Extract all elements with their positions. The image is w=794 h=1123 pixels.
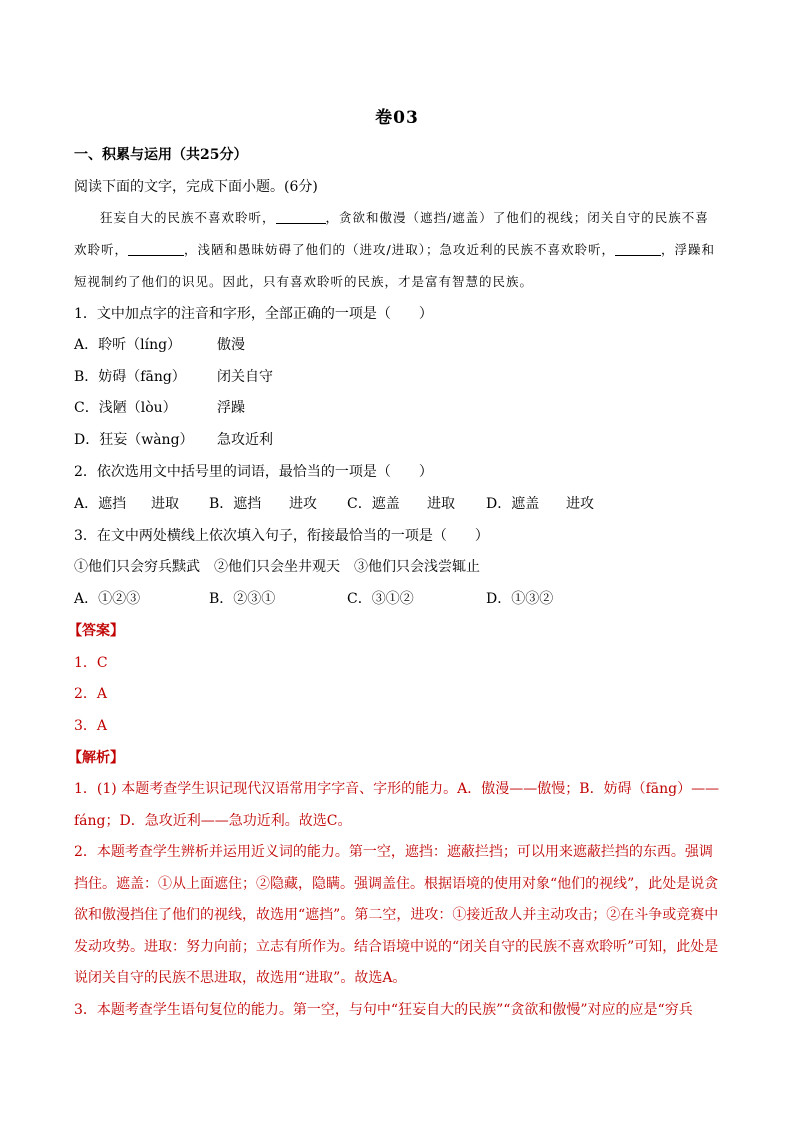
analysis-2: 2．本题考查学生辨析并运用近义词的能力。第一空，遮挡：遮蔽拦挡；可以用来遮蔽拦挡的东西。强调挡住。遮盖：①从上面遮住；②隐藏，隐瞒。强调盖住。根据语境的使用对象“他们的视线”，此处是说贪欲和傲漫挡住了他们的视线，故选用“遮挡”。第二空，进攻：①接近敌人并主动攻击；②在斗争或竞赛中发动攻势。进取：努力向前；立志有所作为。结合语境中说的“闭关自守的民族不喜欢聆听”可知，此处是说闭关自守的民族不思进取，故选用“进取”。故选A。 (74, 844, 719, 986)
reading-passage (74, 202, 722, 298)
answer-header: 【答案】 (68, 623, 124, 639)
answer-2: 2．A (74, 686, 108, 702)
instruction: 阅读下面的文字，完成下面小题。(6分) (74, 179, 318, 195)
analysis-3: 3．本题考查学生语句复位的能力。第一空，与句中“狂妄自大的民族”“贪欲和傲慢”对应的应是“穷兵 (74, 1002, 693, 1018)
q2-option-c: C．遮盖 (347, 496, 400, 512)
q2-option-d-word: 进攻 (566, 496, 594, 512)
section-heading: 一、积累与运用（共25分） (74, 147, 248, 163)
q1-option-d-word: 急攻近利 (217, 432, 273, 448)
q2-option-a-word: 进取 (151, 496, 179, 512)
q1-option-c-word: 浮躁 (217, 400, 245, 416)
q3-option-d: D．①③② (486, 591, 554, 607)
q2-option-c-word: 进取 (427, 496, 455, 512)
page-title: 卷03 (375, 108, 419, 128)
question-3-stem: 3．在文中两处横线上依次填入句子，衔接最恰当的一项是（ ） (74, 528, 489, 544)
question-2-stem: 2．依次选用文中括号里的词语，最恰当的一项是（ ） (74, 464, 433, 480)
analysis-1: 1．(1) 本题考查学生识记现代汉语常用字字音、字形的能力。A．傲漫——傲慢；B．妨碍（fāng）——fáng；D．急攻近利——急功近利。故选C。 (74, 781, 720, 829)
question-1-stem: 1．文中加点字的注音和字形，全部正确的一项是（ ） (74, 306, 433, 322)
fill-blank-2 (128, 241, 184, 256)
q1-option-a-word: 傲漫 (217, 337, 245, 353)
fill-blank-1 (276, 209, 326, 224)
passage-part-3: ，浅陋和愚昧妨碍了他们的（进攻/进取）；急攻近利的民族不喜欢聆听， (184, 242, 615, 257)
answer-1: 1．C (74, 655, 108, 671)
q1-option-c: C．浅陋（lòu） (74, 400, 177, 416)
passage-part-2: ，贪欲和傲漫（遮挡/遮盖）了他们的视线；闭关自守的民族不喜欢聆听， (74, 210, 709, 257)
q3-option-b: B．②③① (209, 591, 276, 607)
analysis-header: 【解析】 (68, 750, 124, 766)
answer-3: 3．A (74, 718, 108, 734)
passage-part-4: ，浮躁和短视制约了他们的识见。因此，只有喜欢聆听的民族，才是富有智慧的民族。 (74, 242, 715, 289)
q2-option-d: D．遮盖 (486, 496, 540, 512)
q1-option-a: A．聆听（líng） (74, 337, 182, 353)
q3-sentences: ①他们只会穷兵黩武 ②他们只会坐井观天 ③他们只会浅尝辄止 (74, 559, 480, 575)
q2-option-b: B．遮挡 (209, 496, 262, 512)
q3-option-c: C．③①② (347, 591, 414, 607)
q1-option-b-word: 闭关自守 (217, 369, 273, 385)
q3-option-a: A．①②③ (74, 591, 141, 607)
q1-option-d: D．狂妄（wàng） (74, 432, 194, 448)
fill-blank-3 (615, 241, 661, 256)
q2-option-b-word: 进攻 (289, 496, 317, 512)
q2-option-a: A．遮挡 (74, 496, 127, 512)
passage-part-1: 狂妄自大的民族不喜欢聆听， (100, 210, 276, 225)
q1-option-b: B．妨碍（fāng） (74, 369, 186, 385)
